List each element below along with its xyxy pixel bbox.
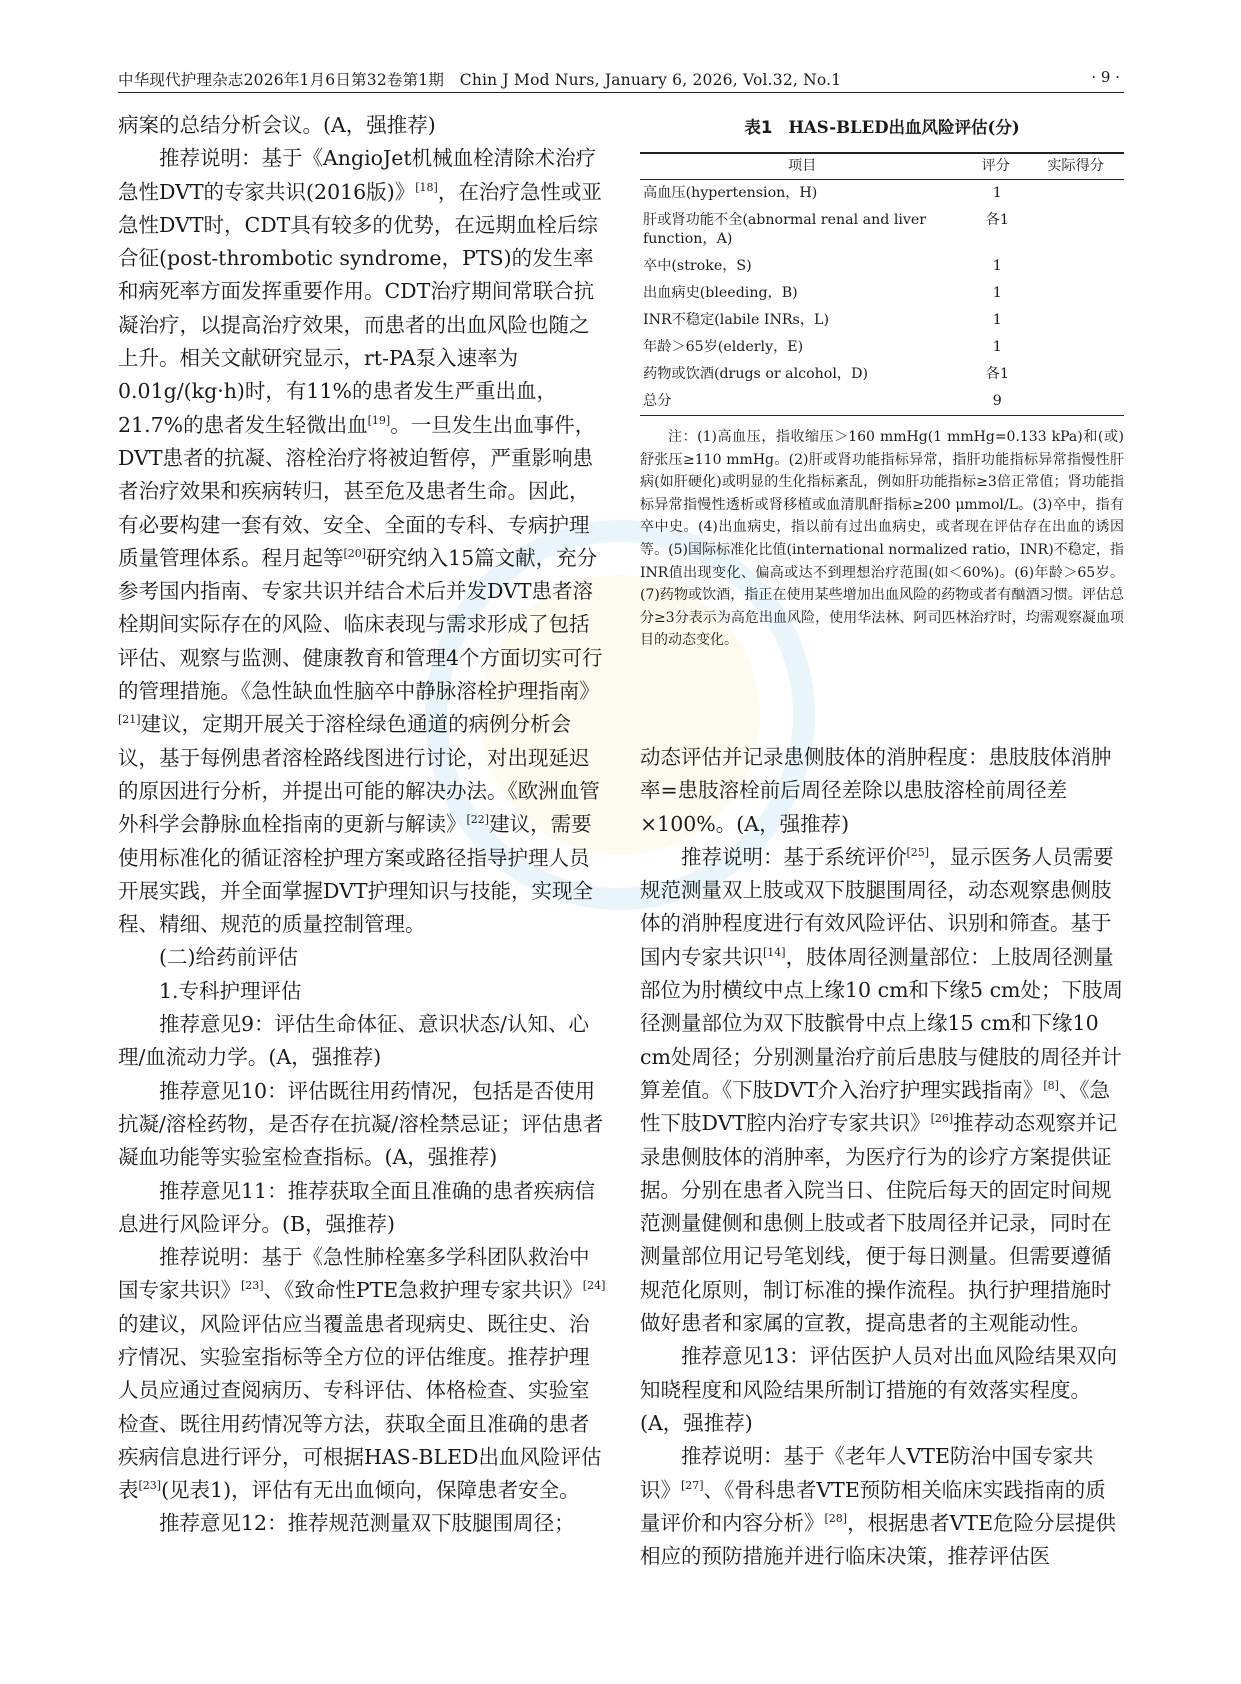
table-row: 出血病史(bleeding，B) 1 (643, 285, 1002, 301)
citation: [19] (367, 413, 391, 427)
subsection-heading: 1.专科护理评估 (159, 978, 302, 1003)
paragraph: 推荐说明：基于《AngioJet机械血栓清除术治疗急性DVT的专家共识(2016版)》[18]，在治疗急性或亚急性DVT时，CDT具有较多的优势，在远期血栓后综合征(post-thrombotic syndrome，PTS)的发生率和病死率方面发挥重要作用。CDT治疗期间常联合抗凝治疗，以提高治疗效果，而患者的出血风险也随之上升。相关文献研究显示，rt-PA泵入速率为0.01g/(kg·h)时，有11%的患者发生严重出血，21.7%的患者发生轻微出血[19]。一旦发生出血事件，DVT患者的抗凝、溶栓治疗将被迫暂停，严重影响患者治疗效果和疾病转归，甚至危及患者生命。因此，有必要构建一套有效、安全、全面的专科、专病护理质量管理体系。程月起等[20]研究纳入15篇文献，充分参考国内指南、专家共识并结合术后并发DVT患者溶栓期间实际存在的风险、临床表现与需求形成了包括评估、观察与监测、健康教育和管理4个方面切实可行的管理措施。《急性缺血性脑卒中静脉溶栓护理指南》[21]建议，定期开展关于溶栓绿色通道的病例分析会议，基于每例患者溶栓路线图进行讨论，对出现延迟的原因进行分析，并提出可能的解决办法。《欧洲血管外科学会静脉血栓指南的更新与解读》[22]建议，需要使用标准化的循证溶栓护理方案或路径指导护理人员开展实践，并全面掌握DVT护理知识与技能，实现全程、精细、规范的质量控制管理。 (118, 146, 603, 937)
paragraph: 推荐意见12：推荐规范测量双下肢腿围周径； (159, 1511, 575, 1536)
table-row: 年龄＞65岁(elderly，E) 1 (643, 339, 1002, 355)
journal-citation: 中华现代护理杂志2026年1月6日第32卷第1期 Chin J Mod Nurs, January 6, 2026, Vol.32, No.1 (118, 71, 842, 89)
paragraph: 动态评估并记录患侧肢体的消肿程度：患肢肢体消肿率=患肢溶栓前后周径差除以患肢溶栓前周径差×100%。(A，强推荐) (640, 745, 1112, 836)
paragraph: 推荐说明：基于《老年人VTE防治中国专家共识》[27]、《骨科患者VTE预防相关临床实践指南的质量评价和内容分析》[28]，根据患者VTE危险分层提供相应的预防措施并进行临床决策，推荐评估医 (640, 1444, 1117, 1569)
citation: [27] (681, 1478, 704, 1492)
citation: [14] (763, 945, 786, 959)
table-row: INR不稳定(labile INRs，L) 1 (643, 312, 1002, 328)
citation: [20] (343, 547, 367, 561)
table-note: 注：(1)高血压，指收缩压＞160 mmHg(1 mmHg=0.133 kPa)和(或)舒张压≥110 mmHg。(2)肝或肾功能指标异常，指肝功能指标异常指慢性肝病(如肝硬化)或明显的生化指标紊乱，例如肝功能指标≥3倍正常值；肾功能指标异常指慢性透析或肾移植或血清肌酐指标≥200 μmmol/L。(3)卒中，指有卒中史。(4)出血病史，指以前有过出血病史，或者现在评估存在出血的诱因等。(5)国际标准化比值(international normalized ratio，INR)不稳定，指INR值出现变化、偏高或达不到理想治疗范围(如＜60%)。(6)年龄＞65岁。(7)药物或饮酒，指正在使用某些增加出血风险的药物或者有酗酒习惯。评估总分≥3分表示为高危出血风险，使用华法林、阿司匹林治疗时，均需观察凝血项目的动态变化。 (640, 429, 1124, 649)
citation: [26] (930, 1112, 954, 1126)
left-column (118, 109, 608, 1541)
table-header: 评分 (981, 158, 1010, 174)
citation: [24] (582, 1279, 606, 1293)
has-bled-table (640, 152, 1124, 416)
table-row: 肝或肾功能不全(abnormal renal and liver function，A) 各1 (643, 212, 1009, 247)
paragraph: 推荐意见13：评估医护人员对出血风险结果双向知晓程度和风险结果所制订措施的有效落实程度。(A，强推荐) (640, 1344, 1118, 1435)
paragraph: 推荐意见11：推荐获取全面且准确的患者疾病信息进行风险评分。(B，强推荐) (118, 1178, 596, 1236)
citation: [18] (415, 180, 438, 194)
table-1 (640, 114, 1124, 666)
paragraph: 推荐意见9：评估生命体征、意识状态/认知、心理/血流动力学。(A，强推荐) (118, 1012, 589, 1070)
paragraph: 病案的总结分析会议。(A，强推荐) (118, 113, 436, 137)
paragraph: 推荐意见10：评估既往用药情况，包括是否使用抗凝/溶栓药物，是否存在抗凝/溶栓禁忌证；评估患者凝血功能等实验室检查指标。(A，强推荐) (118, 1078, 604, 1170)
paragraph: 推荐说明：基于《急性肺栓塞多学科团队救治中国专家共识》[23]、《致命性PTE急救护理专家共识》[24]的建议，风险评估应当覆盖患者现病史、既往史、治疗情况、实验室指标等全方位的评估维度。推荐护理人员应通过查阅病历、专科评估、体格检查、实验室检查、既往用药情况等方法，获取全面且准确的患者疾病信息进行评分，可根据HAS-BLED出血风险评估表[23](见表1)，评估有无出血倾向，保障患者安全。 (118, 1245, 606, 1503)
right-column (640, 741, 1124, 1573)
table-row: 高血压(hypertension，H) 1 (643, 185, 1002, 201)
table-row: 药物或饮酒(drugs or alcohol，D) 各1 (643, 366, 1009, 382)
citation: [22] (466, 813, 490, 827)
section-heading: (二)给药前评估 (159, 945, 298, 970)
table-row: 总分 9 (640, 388, 1124, 416)
citation: [21] (118, 713, 141, 727)
running-header (118, 66, 1124, 93)
citation: [28] (824, 1512, 848, 1525)
table-row: 卒中(stroke，S) 1 (643, 258, 1002, 274)
citation: [23] (138, 1479, 162, 1493)
table-header: 实际得分 (1047, 158, 1104, 174)
citation: [25] (906, 846, 930, 860)
page-number: · 9 · (1091, 68, 1120, 86)
table-header: 项目 (787, 158, 817, 174)
paragraph: 推荐说明：基于系统评价[25]，显示医务人员需要规范测量双上肢或双下肢腿围周径，动态观察患侧肢体的消肿程度进行有效风险评估、识别和筛查。基于国内专家共识[14]，肢体周径测量部位：上肢周径测量部位为肘横纹中点上缘10 cm和下缘5 cm处；下肢周径测量部位为双下肢髌骨中点上缘15 cm和下缘10 cm处周径；分别测量治疗前后患肢与健肢的周径并计算差值。《下肢DVT介入治疗护理实践指南》[8]、《急性下肢DVT腔内治疗专家共识》[26]推荐动态观察并记录患侧肢体的消肿率，为医疗行为的诊疗方案提供证据。分别在患者入院当日、住院后每天的固定时间规范测量健侧和患侧上肢或者下肢周径并记录，同时在测量部位用记号笔划线，便于每日测量。但需要遵循规范化原则，制订标准的操作流程。执行护理措施时做好患者和家属的宣教，提高患者的主观能动性。 (640, 844, 1124, 1336)
citation: [8] (1043, 1079, 1059, 1093)
table-title: 表1 HAS-BLED出血风险评估(分) (744, 118, 1020, 137)
citation: [23] (241, 1279, 264, 1293)
